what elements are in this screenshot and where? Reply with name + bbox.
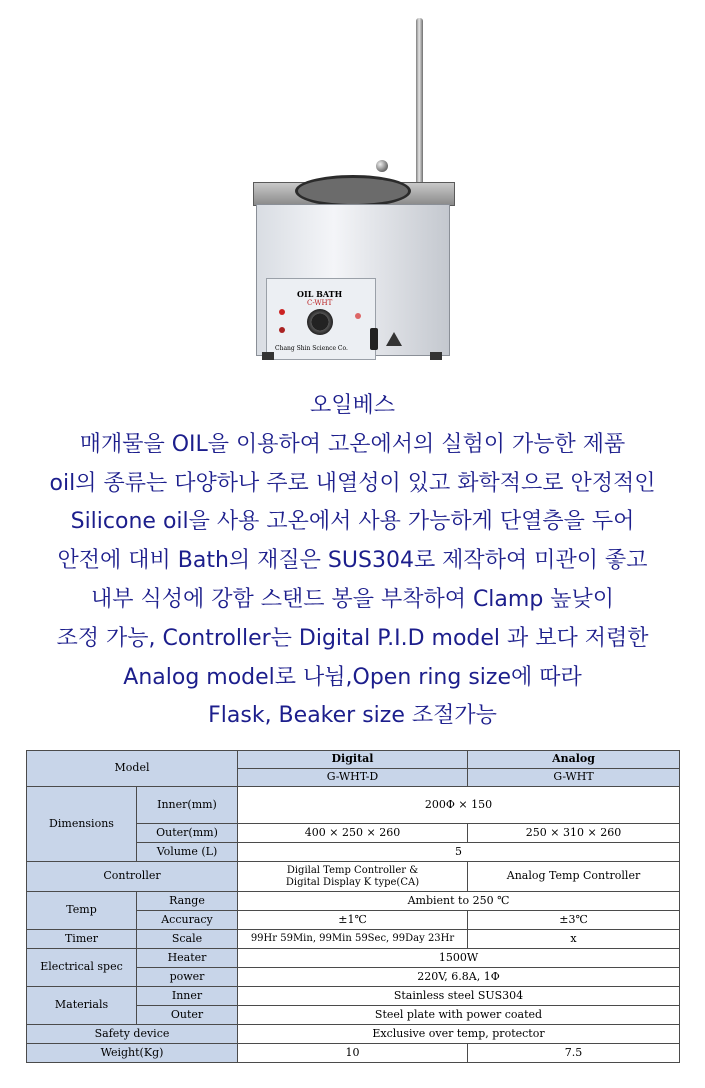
digital-model: G-WHT-D (238, 769, 468, 787)
spec-table (26, 750, 680, 1063)
control-panel (266, 278, 376, 360)
accuracy-analog: ±3℃ (468, 911, 680, 930)
description-line: 내부 식성에 강함 스탠드 봉을 부착하여 Clamp 높낮이 (90, 586, 615, 612)
stand-rod (416, 18, 423, 188)
inner-label: Inner(mm) (137, 787, 238, 824)
scale-label: Scale (137, 930, 238, 949)
volume-value: 5 (238, 843, 680, 862)
range-label: Range (137, 892, 238, 911)
outer-digital: 400 × 250 × 260 (238, 824, 468, 843)
inner-value: 200Φ × 150 (238, 787, 680, 824)
temp-label: Temp (27, 892, 137, 930)
timer-label: Timer (27, 930, 137, 949)
power-lamp (279, 309, 285, 315)
controller-digital-line: Digilal Temp Controller & (286, 865, 419, 876)
product-photo (240, 10, 460, 370)
heater-label: Heater (137, 949, 238, 968)
product-description (0, 387, 705, 736)
panel-title: OIL BATH (297, 289, 343, 299)
outer-analog: 250 × 310 × 260 (468, 824, 680, 843)
outer-label: Outer(mm) (137, 824, 238, 843)
power-label: power (137, 968, 238, 987)
controller-analog: Analog Temp Controller (468, 862, 680, 892)
range-value: Ambient to 250 ℃ (238, 892, 680, 911)
power-switch (370, 328, 378, 350)
description-line: 조정 가능, Controller는 Digital P.I.D model 과 보다 저렴한 (56, 625, 649, 651)
safety-label: Safety device (27, 1025, 238, 1044)
controller-digital (238, 862, 468, 892)
open-ring (295, 175, 411, 207)
safety-value: Exclusive over temp, protector (238, 1025, 680, 1044)
weight-digital: 10 (238, 1044, 468, 1063)
dimensions-label: Dimensions (27, 787, 137, 862)
weight-analog: 7.5 (468, 1044, 680, 1063)
materials-outer-label: Outer (137, 1006, 238, 1025)
analog-model: G-WHT (468, 769, 680, 787)
foot-left (262, 352, 274, 360)
description-line: oil의 종류는 다양하나 주로 내열성이 있고 화학적으로 안정적인 (49, 470, 656, 496)
panel-model: C-WHT (307, 299, 333, 307)
analog-header: Analog (468, 751, 680, 769)
accuracy-digital: ±1℃ (238, 911, 468, 930)
description-line: Silicone oil을 사용 고온에서 사용 가능하게 단열층을 두어 (70, 509, 635, 535)
controller-digital-line: Digital Display K type(CA) (285, 876, 420, 888)
accuracy-label: Accuracy (137, 911, 238, 930)
ring-knob (376, 160, 388, 172)
scale-analog: x (468, 930, 680, 949)
materials-label: Materials (27, 987, 137, 1025)
switch-lamp (279, 327, 285, 333)
volume-label: Volume (L) (137, 843, 238, 862)
description-line: Flask, Beaker size 조절가능 (208, 703, 497, 729)
controller-label: Controller (27, 862, 238, 892)
materials-outer-value: Steel plate with power coated (238, 1006, 680, 1025)
description-line: 안전에 대비 Bath의 재질은 SUS304로 제작하여 미관이 좋고 (57, 548, 648, 574)
heater-lamp (355, 313, 361, 319)
scale-digital: 99Hr 59Min, 99Min 59Sec, 99Day 23Hr (238, 930, 468, 949)
description-title: 오일베스 (309, 393, 395, 418)
warning-sign-icon (386, 332, 402, 346)
weight-label: Weight(Kg) (27, 1044, 238, 1063)
heater-value: 1500W (238, 949, 680, 968)
description-line: 매개물을 OIL을 이용하여 고온에서의 실험이 가능한 제품 (79, 431, 626, 457)
digital-header: Digital (238, 751, 468, 769)
description-line: Analog model로 나뉨,Open ring size에 따라 (123, 664, 582, 690)
temperature-dial (307, 309, 333, 335)
power-value: 220V, 6.8A, 1Φ (238, 968, 680, 987)
model-label: Model (27, 751, 238, 787)
foot-right (430, 352, 442, 360)
panel-brand: Chang Shin Science Co. (275, 345, 348, 352)
materials-inner-label: Inner (137, 987, 238, 1006)
electrical-label: Electrical spec (27, 949, 137, 987)
materials-inner-value: Stainless steel SUS304 (238, 987, 680, 1006)
